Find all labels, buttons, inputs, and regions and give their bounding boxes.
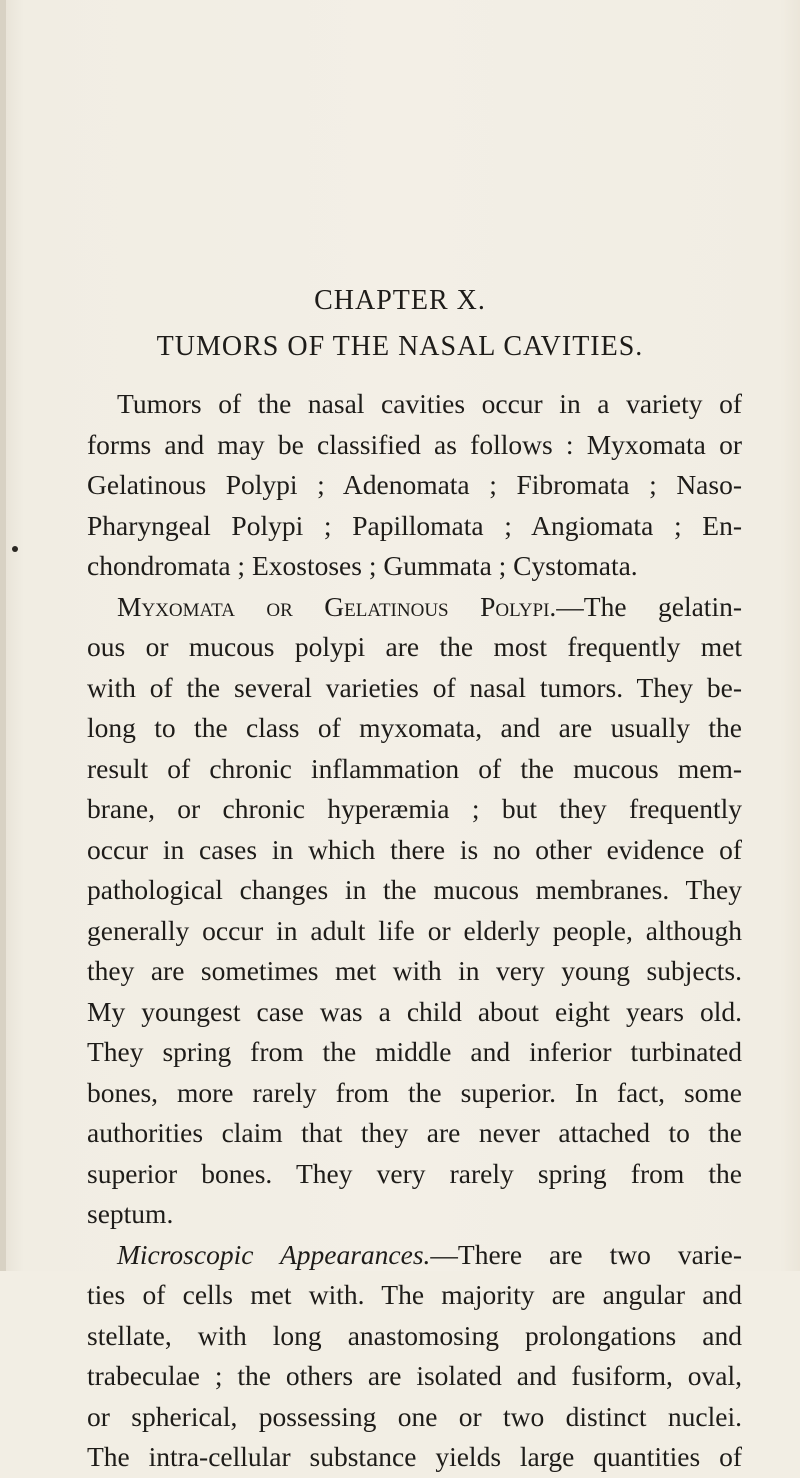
text-line: superior bones. They very rarely spring from the bbox=[87, 1157, 742, 1189]
text-line: generally occur in adult life or elderly people, although bbox=[87, 914, 742, 946]
text-run: —There are two varie- bbox=[430, 1238, 742, 1270]
text-line: with of the several varieties of nasal tumors. They be- bbox=[87, 671, 742, 703]
body-text bbox=[87, 384, 742, 1478]
text-line bbox=[87, 587, 742, 628]
text-line: pathological changes in the mucous membranes. They bbox=[87, 874, 742, 905]
text-line: stellate, with long anastomosing prolongations and bbox=[87, 1319, 742, 1351]
text-line: or spherical, possessing one or two distinct nuclei. bbox=[87, 1400, 742, 1432]
text-line: they are sometimes met with in very young subjects. bbox=[87, 955, 742, 986]
text-line: They spring from the middle and inferior turbinated bbox=[87, 1036, 742, 1067]
text-line: brane, or chronic hyperæmia ; but they frequently bbox=[87, 793, 742, 824]
section-heading-myxomata: Myxomata or Gelatinous Polypi. bbox=[117, 590, 557, 622]
text-run: —The gelatin- bbox=[556, 590, 742, 622]
text-line: ties of cells met with. The majority are angular and bbox=[87, 1279, 742, 1310]
text-line: The intra-cellular substance yields large quantities of bbox=[87, 1441, 742, 1472]
text-line: Pharyngeal Polypi ; Papillomata ; Angiomata ; En- bbox=[87, 509, 742, 541]
text-line: My youngest case was a child about eight years old. bbox=[87, 995, 742, 1027]
text-line: occur in cases in which there is no other evidence of bbox=[87, 833, 742, 865]
margin-mark bbox=[12, 546, 18, 552]
text-line: chondromata ; Exostoses ; Gummata ; Cystomata. bbox=[87, 550, 638, 581]
page-binding-edge bbox=[0, 0, 6, 1271]
text-line: forms and may be classified as follows : Myxomata or bbox=[87, 428, 742, 460]
text-line: bones, more rarely from the superior. In fact, some bbox=[87, 1076, 742, 1108]
text-line: Tumors of the nasal cavities occur in a variety of bbox=[117, 388, 742, 419]
text-line: long to the class of myxomata, and are usually the bbox=[87, 712, 742, 743]
text-line: authorities claim that they are never attached to the bbox=[87, 1117, 742, 1148]
text-line: septum. bbox=[87, 1198, 174, 1229]
chapter-number: CHAPTER X. bbox=[314, 285, 486, 316]
text-line: ous or mucous polypi are the most frequently met bbox=[87, 631, 742, 662]
text-line: Gelatinous Polypi ; Adenomata ; Fibromata ; Naso- bbox=[87, 469, 742, 500]
chapter-title: TUMORS OF THE NASAL CAVITIES. bbox=[156, 331, 644, 362]
text-line: result of chronic inflammation of the mucous mem- bbox=[87, 752, 742, 784]
section-heading-microscopic: Microscopic Appearances. bbox=[117, 1238, 431, 1270]
text-line bbox=[87, 1235, 742, 1276]
text-line: trabeculae ; the others are isolated and fusiform, oval, bbox=[87, 1360, 742, 1391]
